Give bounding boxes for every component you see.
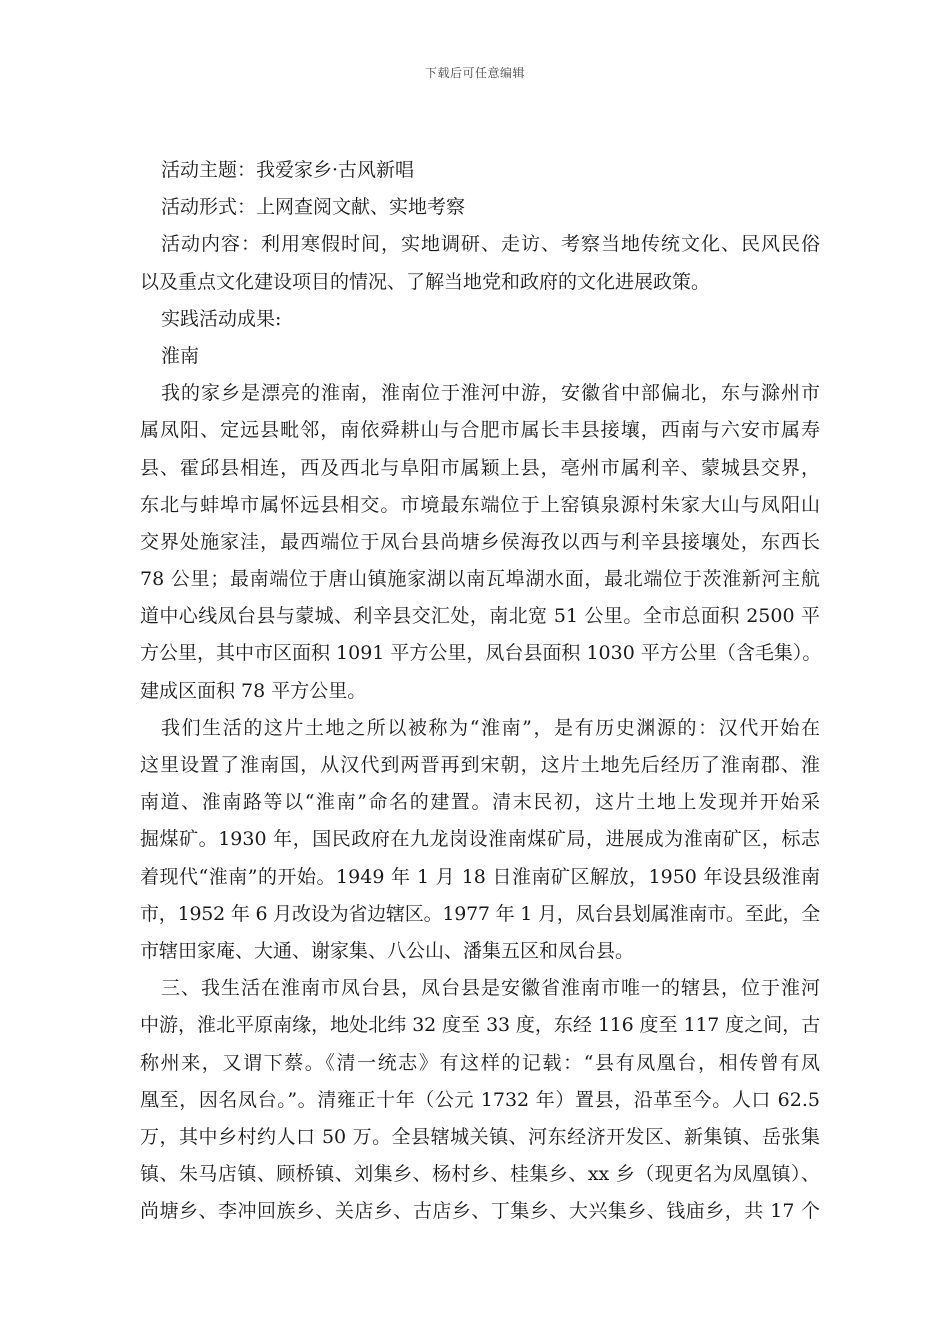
text-line: 方公里，其中市区面积 1091 平方公里，凤台县面积 1030 平方公里（含毛集）。	[140, 642, 822, 665]
text-line: 市，1952 年 6 月改设为省边辖区。1977 年 1 月，凤台县划属淮南市。至此，全	[140, 902, 820, 925]
text-line: 东北与蚌埠市属怀远县相交。市境最东端位于上窑镇泉源村朱家大山与凤阳山	[140, 493, 820, 516]
text-line: 三、我生活在淮南市凤台县，凤台县是安徽省淮南市唯一的辖县，位于淮河	[161, 977, 820, 1000]
text-line: 活动形式：上网查阅文献、实地考察	[161, 196, 466, 219]
text-line: 称州来，又谓下蔡。《清一统志》有这样的记载：“县有凤凰台，相传曾有凤	[140, 1051, 820, 1074]
text-line: 镇、朱马店镇、顾桥镇、刘集乡、杨村乡、桂集乡、xx 乡（现更名为凤凰镇）、	[140, 1163, 820, 1186]
text-line: 县、霍邱县相连，西及西北与阜阳市属颖上县，亳州市属利辛、蒙城县交界，	[140, 456, 820, 479]
text-line: 以及重点文化建设项目的情况、了解当地党和政府的文化进展政策。	[140, 270, 711, 293]
text-line: 活动主题：我爱家乡·古风新唱	[161, 159, 415, 181]
text-line: 活动内容：利用寒假时间，实地调研、走访、考察当地传统文化、民风民俗	[161, 233, 820, 256]
text-line: 78 公里；最南端位于唐山镇施家湖以南瓦埠湖水面，最北端位于茨淮新河主航	[140, 568, 820, 591]
text-line: 建成区面积 78 平方公里。	[140, 679, 367, 702]
text-line: 凰至，因名凤台。”。清雍正十年（公元 1732 年）置县，沿革至今。人口 62.5	[140, 1088, 820, 1111]
text-line: 这里设置了淮南国，从汉代到两晋再到宋朝，这片土地先后经历了淮南郡、淮	[140, 754, 820, 776]
text-line: 我的家乡是漂亮的淮南，淮南位于淮河中游，安徽省中部偏北，东与滁州市	[161, 382, 820, 405]
text-line: 属凤阳、定远县毗邻，南依舜耕山与合肥市属长丰县接壤，西南与六安市属寿	[140, 419, 820, 442]
text-line: 尚塘乡、李冲回族乡、关店乡、古店乡、丁集乡、大兴集乡、钱庙乡，共 17 个	[140, 1200, 820, 1223]
text-line: 南道、淮南路等以“淮南”命名的建置。清末民初，这片土地上发现并开始采	[140, 791, 820, 814]
text-line: 万，其中乡村约人口 50 万。全县辖城关镇、河东经济开发区、新集镇、岳张集	[140, 1125, 820, 1148]
text-line: 交界处施家洼，最西端位于凤台县尚塘乡侯海孜以西与利辛县接壤处，东西长	[140, 530, 820, 553]
text-line: 着现代“淮南”的开始。1949 年 1 月 18 日淮南矿区解放，1950 年设县级淮南	[140, 865, 820, 888]
document-body	[140, 152, 820, 1230]
text-line: 道中心线凤台县与蒙城、利辛县交汇处，南北宽 51 公里。全市总面积 2500 平	[140, 605, 820, 628]
text-line: 实践活动成果:	[161, 307, 282, 330]
text-line: 淮南	[161, 344, 200, 367]
text-line: 掘煤矿。1930 年，国民政府在九龙岗设淮南煤矿局，进展成为淮南矿区，标志	[140, 828, 820, 851]
text-line: 市辖田家庵、大通、谢家集、八公山、潘集五区和凤台县。	[140, 939, 635, 962]
header-note: 下载后可任意编辑	[424, 66, 525, 80]
text-line: 我们生活的这片土地之所以被称为“淮南”，是有历史渊源的：汉代开始在	[161, 716, 820, 739]
text-line: 中游，淮北平原南缘，地处北纬 32 度至 33 度，东经 116 度至 117 度之间，古	[140, 1014, 820, 1037]
